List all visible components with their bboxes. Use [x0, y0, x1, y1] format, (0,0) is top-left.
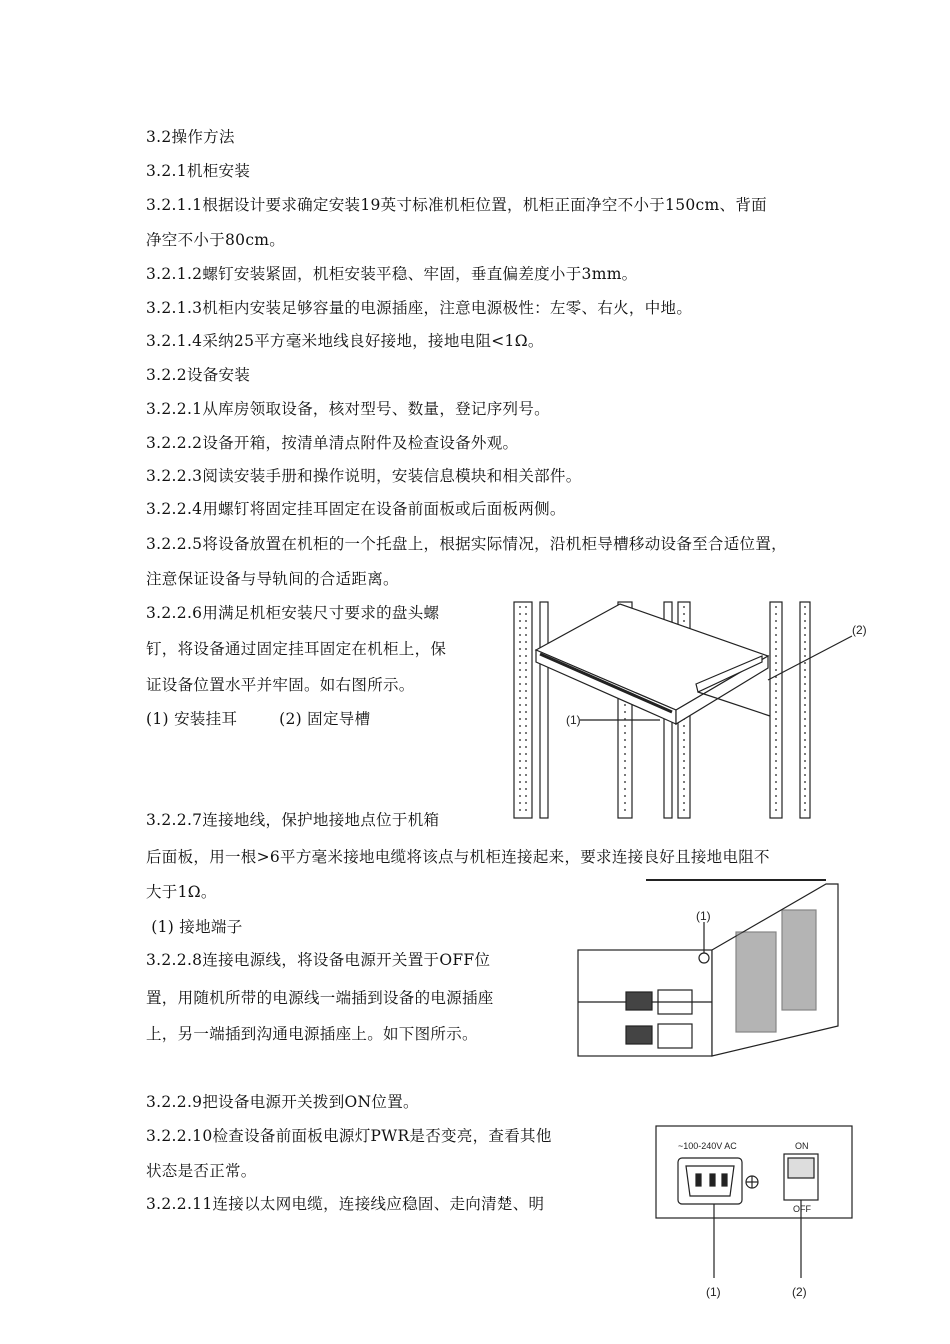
- para-3-2-2-1: 3.2.2.1从库房领取设备，核对型号、数量，登记序列号。: [146, 400, 550, 418]
- rack-callout-1: (1): [566, 713, 581, 727]
- para-3-2-2-5: 3.2.2.5将设备放置在机柜的一个托盘上，根据实际情况，沿机柜导槽移动设备至合适位置，: [146, 535, 787, 553]
- para-3-2-2-9: 3.2.2.9把设备电源开关拨到ON位置。: [146, 1093, 419, 1111]
- para-3-2-2-6: 3.2.2.6用满足机柜安装尺寸要求的盘头螺: [146, 604, 440, 622]
- rack-legend: (1) 安装挂耳 (2) 固定导槽: [146, 710, 371, 728]
- para-3-2-1-2: 3.2.1.2螺钉安装紧固，机柜安装平稳、牢固，垂直偏差度小于3mm。: [146, 265, 638, 283]
- para-3-2-2-8-cont2: 上，另一端插到沟通电源插座上。如下图所示。: [146, 1025, 478, 1043]
- ground-terminal-figure: [576, 876, 842, 1060]
- ground-callout-1: (1): [696, 909, 711, 923]
- para-3-2-1-4: 3.2.1.4采纳25平方毫米地线良好接地，接地电阻<1Ω。: [146, 332, 544, 350]
- ground-legend: (1) 接地端子: [146, 918, 243, 936]
- power-callout-1: (1): [706, 1285, 721, 1299]
- power-off-label: OFF: [793, 1204, 811, 1214]
- rack-callout-2: (2): [852, 623, 867, 637]
- para-3-2-2-10-cont: 状态是否正常。: [146, 1162, 257, 1180]
- rack-mount-figure: [500, 598, 880, 822]
- para-3-2-2-8: 3.2.2.8连接电源线，将设备电源开关置于OFF位: [146, 951, 491, 969]
- heading-3-2-1: 3.2.1机柜安装: [146, 162, 251, 180]
- power-on-label: ON: [795, 1141, 809, 1151]
- para-3-2-2-6-cont1: 钉，将设备通过固定挂耳固定在机柜上，保: [146, 640, 447, 658]
- power-callout-2: (2): [792, 1285, 807, 1299]
- heading-3-2: 3.2操作方法: [146, 128, 235, 146]
- para-3-2-2-6-cont2: 证设备位置水平并牢固。如右图所示。: [146, 676, 415, 694]
- para-3-2-2-8-cont1: 置，用随机所带的电源线一端插到设备的电源插座: [146, 989, 494, 1007]
- para-3-2-2-2: 3.2.2.2设备开箱，按清单清点附件及检查设备外观。: [146, 434, 519, 452]
- para-3-2-2-3: 3.2.2.3阅读安装手册和操作说明，安装信息模块和相关部件。: [146, 467, 582, 485]
- power-panel-figure: [652, 1122, 858, 1304]
- para-3-2-2-4: 3.2.2.4用螺钉将固定挂耳固定在设备前面板或后面板两侧。: [146, 500, 566, 518]
- para-3-2-2-7-cont2: 大于1Ω。: [146, 883, 217, 901]
- heading-3-2-2: 3.2.2设备安装: [146, 366, 251, 384]
- para-3-2-2-7-cont1: 后面板，用一根>6平方毫米接地电缆将该点与机柜连接起来，要求连接良好且接地电阻不: [146, 848, 770, 866]
- para-3-2-2-7: 3.2.2.7连接地线，保护地接地点位于机箱: [146, 811, 440, 829]
- para-3-2-1-3: 3.2.1.3机柜内安装足够容量的电源插座，注意电源极性：左零、右火，中地。: [146, 299, 693, 317]
- para-3-2-2-5-cont: 注意保证设备与导轨间的合适距离。: [146, 570, 399, 588]
- para-3-2-1-1-cont: 净空不小于80cm。: [146, 231, 286, 249]
- para-3-2-2-11: 3.2.2.11连接以太网电缆，连接线应稳固、走向清楚、明: [146, 1195, 545, 1213]
- para-3-2-2-10: 3.2.2.10检查设备前面板电源灯PWR是否变亮，查看其他: [146, 1127, 552, 1145]
- para-3-2-1-1: 3.2.1.1根据设计要求确定安装19英寸标准机柜位置，机柜正面净空不小于150cm、背面: [146, 196, 767, 214]
- power-ac-label: ~100-240V AC: [678, 1141, 737, 1151]
